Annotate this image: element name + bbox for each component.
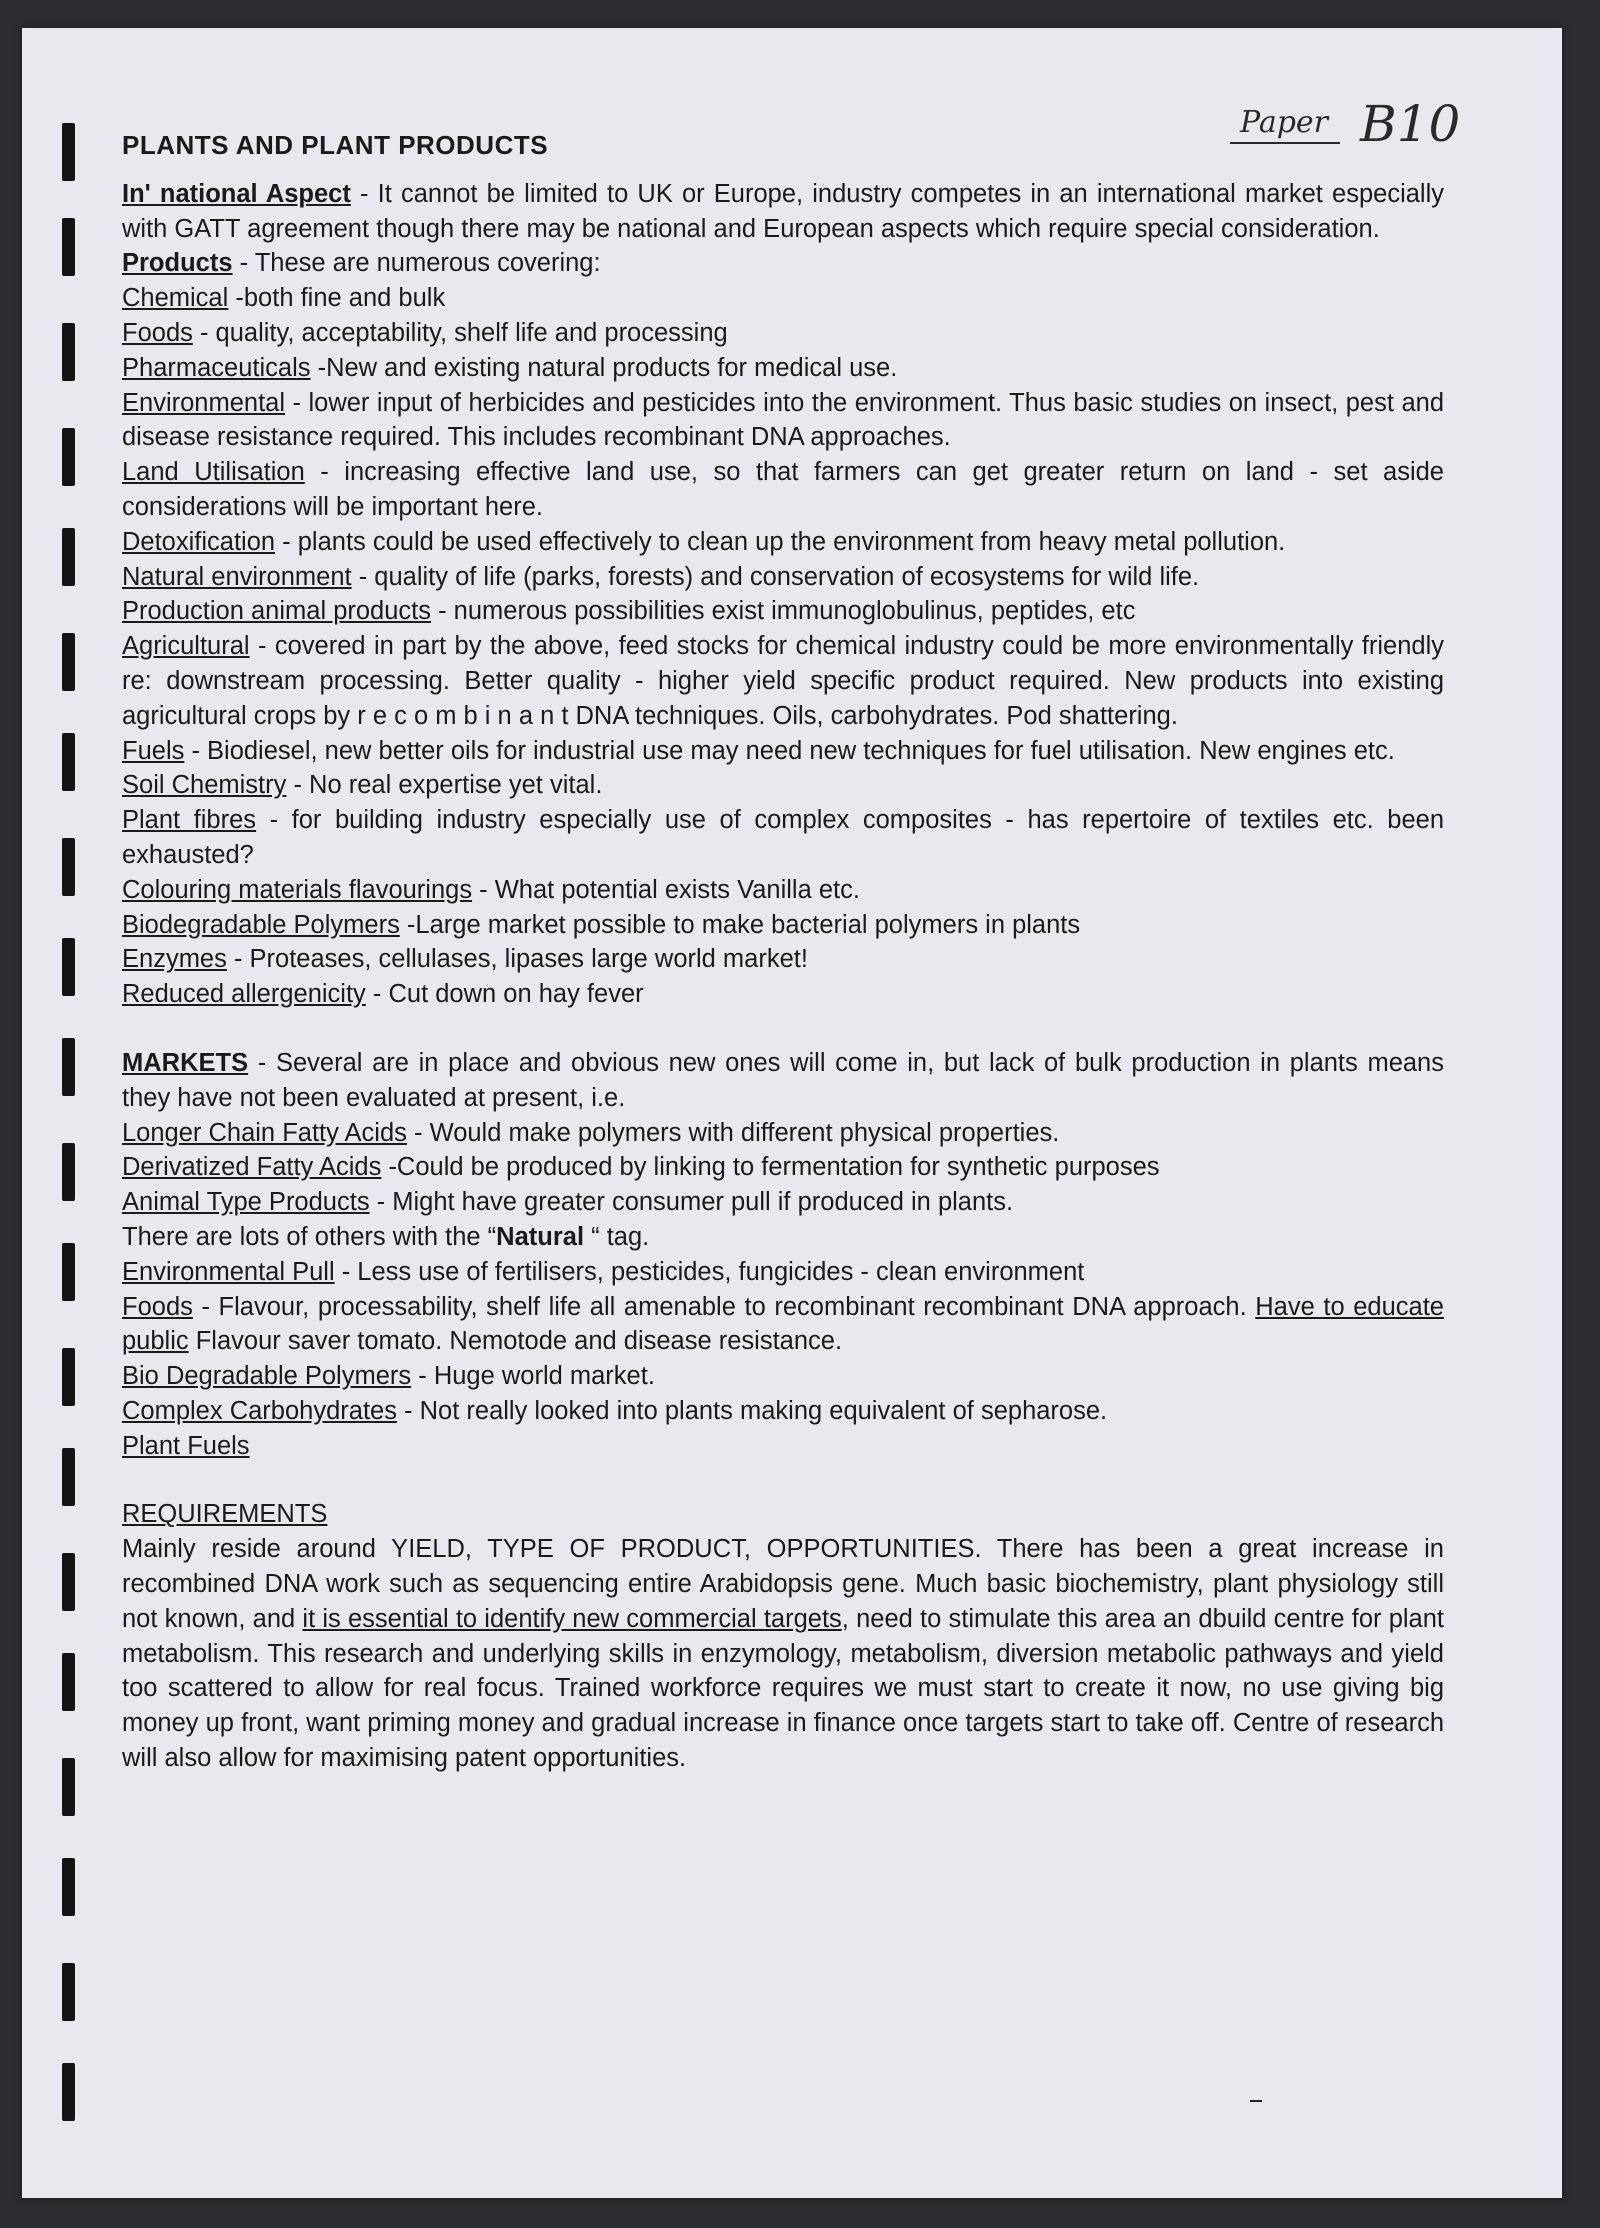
requirements-label: REQUIREMENTS xyxy=(122,1500,328,1529)
document-body xyxy=(122,128,1444,1776)
binder-hole xyxy=(62,428,75,486)
item-label: Bio Degradable Polymers xyxy=(122,1362,412,1391)
binder-hole xyxy=(62,1963,75,2021)
binder-hole xyxy=(62,838,75,896)
item-label: Reduced allergenicity xyxy=(122,980,366,1009)
products-heading xyxy=(122,246,1444,281)
item-text: -both fine and bulk xyxy=(228,284,446,313)
list-item xyxy=(122,803,1444,873)
list-item xyxy=(122,1359,1444,1394)
binder-hole xyxy=(62,633,75,691)
page-title: PLANTS AND PLANT PRODUCTS xyxy=(122,130,549,160)
item-text: Flavour saver tomato. Nemotode and disease resistance. xyxy=(188,1327,843,1356)
item-label: Fuels xyxy=(122,736,185,765)
item-label: Natural environment xyxy=(122,562,352,591)
list-item xyxy=(122,1290,1444,1360)
list-item xyxy=(122,386,1444,456)
item-text: - quality of life (parks, forests) and conservation of ecosystems for wild life. xyxy=(351,562,1200,591)
markets-paragraph xyxy=(122,1046,1444,1116)
item-text: -New and existing natural products for medical use. xyxy=(310,353,898,382)
binder-hole xyxy=(62,1243,75,1301)
item-text: - Proteases, cellulases, lipases large world market! xyxy=(226,945,808,974)
item-label: Plant fibres xyxy=(122,806,257,835)
natural-after: “ tag. xyxy=(584,1222,650,1251)
item-label: Animal Type Products xyxy=(122,1188,370,1217)
natural-bold: Natural xyxy=(496,1222,585,1251)
markets-intro-text: - Several are in place and obvious new ones will come in, but lack of bulk production in plants means they have not been evaluated at present, i.e. xyxy=(122,1048,1444,1112)
item-text: - for building industry especially use of complex composites - has repertoire of textiles etc. been exhausted? xyxy=(122,806,1444,869)
stray-mark xyxy=(1250,2100,1262,2102)
item-label: Environmental xyxy=(122,388,285,417)
item-text: - Not really looked into plants making equivalent of sepharose. xyxy=(396,1396,1108,1425)
requirements-underlined-text: it is essential to identify new commercial targets xyxy=(302,1604,842,1633)
list-item xyxy=(122,594,1444,629)
requirements-text: , need to stimulate this area an dbuild centre for plant metabolism. This research and underlying skills in enzymology, metabolism, diversion metabolic pathways and yield too scattered to allow for real focus. Trained workforce requires we must start to create it now, no use giving big money up front, want priming money and gradual increase in finance once targets start to take off. Centre of research will also allow for maximising patent opportunities. xyxy=(122,1604,1445,1773)
item-label: Foods xyxy=(122,318,193,347)
item-label: Colouring materials flavourings xyxy=(122,875,473,904)
binder-hole xyxy=(62,1653,75,1711)
list-item xyxy=(122,316,1444,351)
list-item xyxy=(122,560,1444,595)
list-item xyxy=(122,1394,1444,1429)
list-item xyxy=(122,1429,1444,1464)
item-label: Chemical xyxy=(122,284,229,313)
item-text: - Less use of fertilisers, pesticides, fungicides - clean environment xyxy=(334,1257,1085,1286)
handwritten-prefix: Paper xyxy=(1240,105,1329,140)
products-list xyxy=(122,281,1444,1012)
list-item xyxy=(122,977,1444,1012)
natural-tag-line xyxy=(122,1220,1444,1255)
item-label: Enzymes xyxy=(122,945,227,974)
products-label: Products xyxy=(122,249,233,278)
binder-hole xyxy=(62,1858,75,1916)
item-text: - numerous possibilities exist immunoglobulinus, peptides, etc xyxy=(431,597,1136,626)
binder-hole xyxy=(62,938,75,996)
list-item xyxy=(122,942,1444,977)
list-item xyxy=(122,734,1444,769)
natural-before: There are lots of others with the “ xyxy=(122,1222,497,1251)
requirements-text: Mainly reside around YIELD, TYPE OF PRODUCT, OPPORTUNITIES. There has been a great increase in recombined DNA work such as sequencing entire Arabidopsis gene. Much basic biochemistry, plant physiology still not known, and xyxy=(122,1535,1444,1633)
item-text: - Might have greater consumer pull if produced in plants. xyxy=(369,1188,1014,1217)
item-text: -Could be produced by linking to fermentation for synthetic purposes xyxy=(381,1153,1160,1182)
handwritten-code: B10 xyxy=(1360,95,1461,153)
list-item xyxy=(122,1116,1444,1151)
list-item xyxy=(122,281,1444,316)
list-item xyxy=(122,908,1444,943)
intro-text: - It cannot be limited to UK or Europe, industry competes in an international market especially with GATT agreement though there may be national and European aspects which require special consideration. xyxy=(122,179,1444,243)
item-label: Pharmaceuticals xyxy=(122,353,311,382)
item-label: Biodegradable Polymers xyxy=(122,910,400,939)
item-label: Detoxification xyxy=(122,527,276,556)
list-item xyxy=(122,629,1444,733)
list-item xyxy=(122,1185,1444,1220)
item-text: - Would make polymers with different physical properties. xyxy=(406,1118,1060,1147)
list-item xyxy=(122,1150,1444,1185)
item-label: Land Utilisation xyxy=(122,458,305,487)
list-item xyxy=(122,1255,1444,1290)
binder-hole xyxy=(62,1448,75,1506)
item-label: Production animal products xyxy=(122,597,432,626)
binder-hole xyxy=(62,1038,75,1096)
item-text: - quality, acceptability, shelf life and processing xyxy=(192,318,728,347)
binder-hole xyxy=(62,218,75,276)
item-label: Derivatized Fatty Acids xyxy=(122,1153,382,1182)
list-item xyxy=(122,525,1444,560)
binder-hole xyxy=(62,323,75,381)
binder-hole xyxy=(62,123,75,181)
list-item xyxy=(122,873,1444,908)
intro-label: In' national Aspect xyxy=(122,179,351,208)
markets-label: MARKETS xyxy=(122,1048,249,1077)
item-label: Environmental Pull xyxy=(122,1257,335,1286)
list-item xyxy=(122,455,1444,525)
item-text: - No real expertise yet vital. xyxy=(286,771,603,800)
binder-hole xyxy=(62,1553,75,1611)
markets-list xyxy=(122,1116,1444,1464)
item-label: Complex Carbohydrates xyxy=(122,1396,397,1425)
item-text: - Biodiesel, new better oils for industrial use may need new techniques for fuel utilisation. New engines etc. xyxy=(184,736,1395,765)
binder-hole xyxy=(62,1758,75,1816)
spacer xyxy=(122,1463,1444,1497)
binder-hole xyxy=(62,1143,75,1201)
binder-hole xyxy=(62,2063,75,2121)
requirements-heading xyxy=(122,1497,1444,1532)
binder-hole xyxy=(62,528,75,586)
item-text: - plants could be used effectively to clean up the environment from heavy metal pollution. xyxy=(275,527,1286,556)
list-item xyxy=(122,768,1444,803)
item-text: - lower input of herbicides and pesticides into the environment. Thus basic studies on insect, pest and disease resistance required. This includes recombinant DNA approaches. xyxy=(122,388,1444,452)
requirements-paragraph xyxy=(122,1532,1444,1776)
list-item xyxy=(122,351,1444,386)
item-label: Foods xyxy=(122,1292,193,1321)
item-text: - Huge world market. xyxy=(411,1362,655,1391)
item-text: - increasing effective land use, so that farmers can get greater return on land - set aside considerations will be important here. xyxy=(122,458,1444,521)
item-text: - Cut down on hay fever xyxy=(365,980,644,1009)
item-label: Agricultural xyxy=(122,632,250,661)
item-text: - covered in part by the above, feed stocks for chemical industry could be more environmentally friendly re: downstream processing. Better quality - higher yield specific product required. New products into existing agricultural crops by r e c o m b i n a n t DNA techniques. Oils, carbohydrates. Pod shattering. xyxy=(122,632,1444,730)
item-label: Soil Chemistry xyxy=(122,771,287,800)
products-intro-text: - These are numerous covering: xyxy=(232,249,601,278)
binder-hole xyxy=(62,1348,75,1406)
binder-hole xyxy=(62,733,75,791)
spacer xyxy=(122,1012,1444,1046)
item-label: Longer Chain Fatty Acids xyxy=(122,1118,407,1147)
intro-paragraph xyxy=(122,177,1444,247)
item-text: -Large market possible to make bacterial polymers in plants xyxy=(399,910,1081,939)
item-text: - What potential exists Vanilla etc. xyxy=(472,875,860,904)
item-text: - Flavour, processability, shelf life all amenable to recombinant recombinant DNA approach. xyxy=(192,1292,1256,1321)
item-underlined-text: Have to educate public xyxy=(122,1292,1444,1356)
item-label: Plant Fuels xyxy=(122,1431,250,1460)
